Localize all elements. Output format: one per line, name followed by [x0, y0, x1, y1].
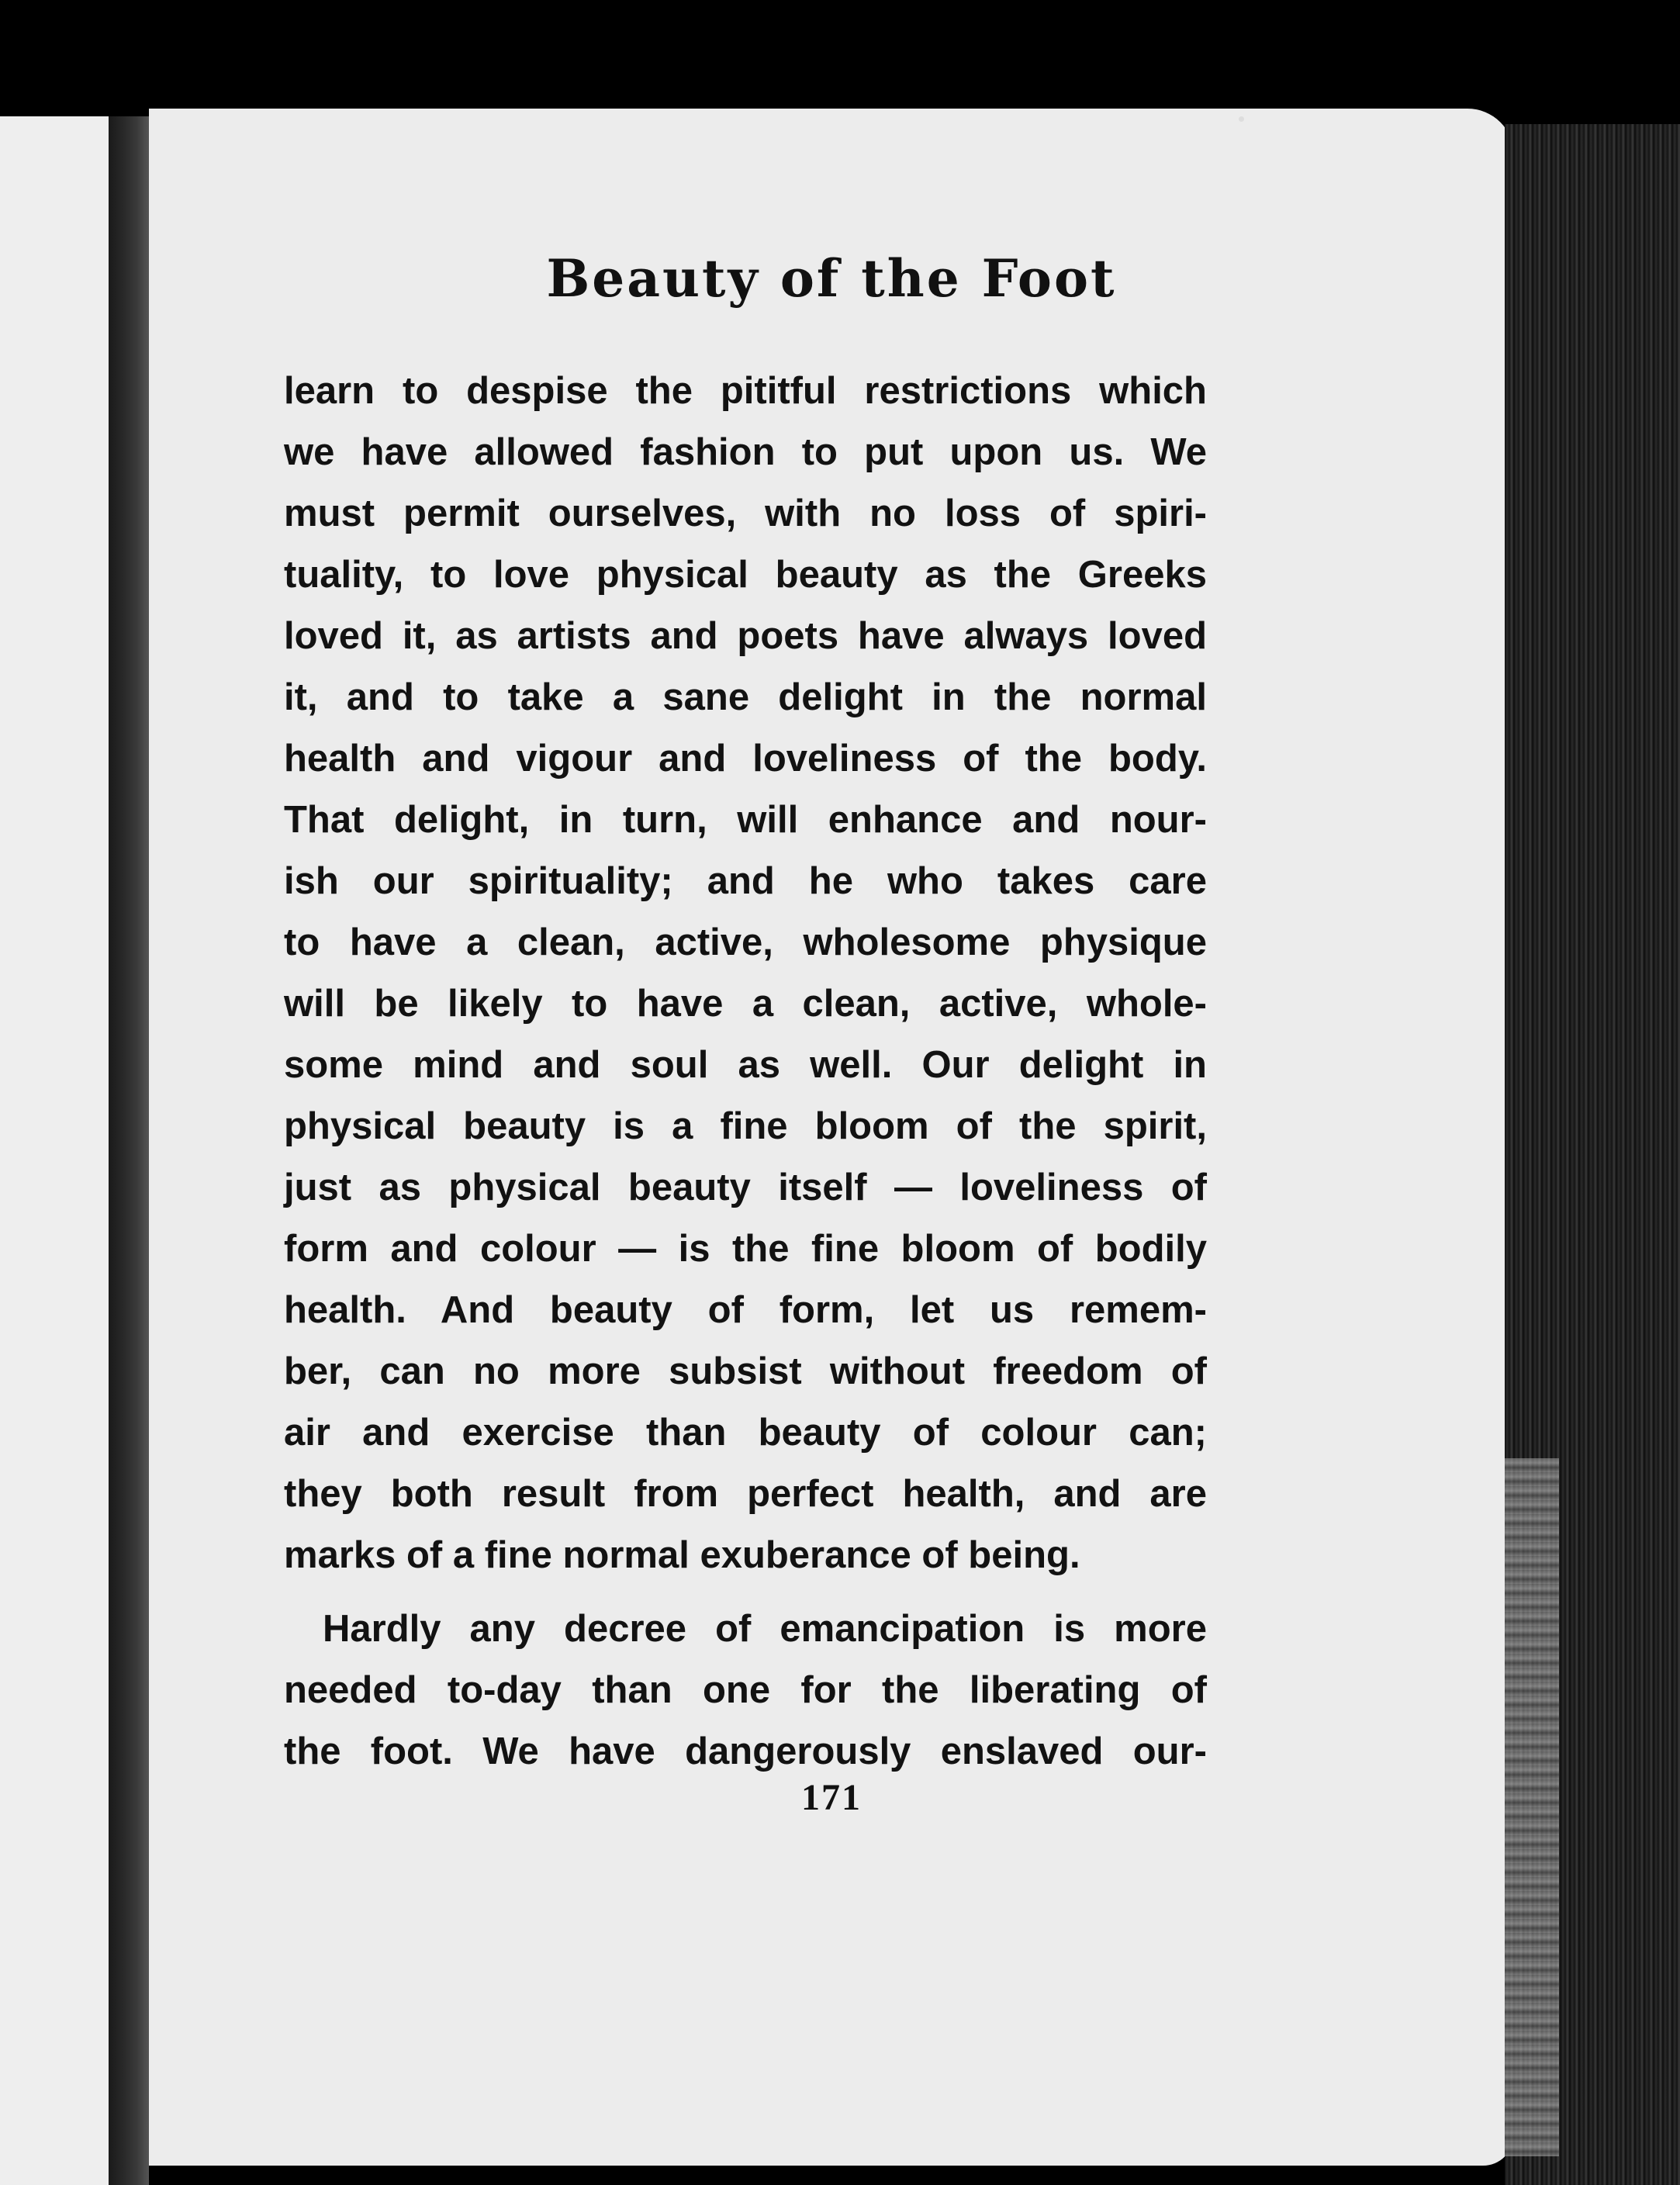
- paragraph: [284, 361, 1207, 1586]
- facing-page-edge: [0, 116, 109, 2185]
- text-line: Hardly any decree of emancipation is more: [323, 1608, 1207, 1650]
- text-line: loved it, as artists and poets have always loved: [284, 615, 1207, 657]
- body-text: [284, 361, 1207, 1782]
- text-line: the foot. We have dangerously enslaved our-: [284, 1730, 1207, 1772]
- text-line: must permit ourselves, with no loss of spiri-: [284, 493, 1207, 534]
- text-line: form and colour — is the fine bloom of bodily: [284, 1228, 1207, 1270]
- text-line: ish our spirituality; and he who takes care: [284, 860, 1207, 902]
- text-line: health. And beauty of form, let us remem-: [284, 1289, 1207, 1331]
- text-line: some mind and soul as well. Our delight in: [284, 1044, 1207, 1086]
- running-head: Beauty of the Foot: [546, 248, 1117, 309]
- text-line: will be likely to have a clean, active, whole-: [284, 983, 1207, 1025]
- text-line: learn to despise the pititful restrictions which: [284, 370, 1207, 412]
- scan-speck: [1239, 116, 1244, 122]
- text-line: needed to-day than one for the liberating of: [284, 1669, 1207, 1711]
- text-line: to have a clean, active, wholesome physique: [284, 921, 1207, 963]
- text-line: That delight, in turn, will enhance and nour-: [284, 799, 1207, 841]
- text-line: it, and to take a sane delight in the normal: [284, 676, 1207, 718]
- text-line: health and vigour and loveliness of the body.: [284, 738, 1207, 780]
- book-gutter: [109, 116, 149, 2185]
- paragraph-gap: [284, 1586, 1207, 1599]
- text-line: tuality, to love physical beauty as the Greeks: [284, 554, 1207, 596]
- text-line: they both result from perfect health, and are: [284, 1473, 1207, 1515]
- page-number: 171: [801, 1777, 862, 1818]
- text-line: air and exercise than beauty of colour can;: [284, 1412, 1207, 1454]
- text-line: marks of a fine normal exuberance of being.: [284, 1534, 1080, 1576]
- text-line: we have allowed fashion to put upon us. We: [284, 431, 1207, 473]
- text-line: ber, can no more subsist without freedom of: [284, 1350, 1207, 1392]
- text-line: just as physical beauty itself — loveliness of: [284, 1167, 1207, 1208]
- text-line: physical beauty is a fine bloom of the spirit,: [284, 1105, 1207, 1147]
- paragraph: [284, 1599, 1207, 1782]
